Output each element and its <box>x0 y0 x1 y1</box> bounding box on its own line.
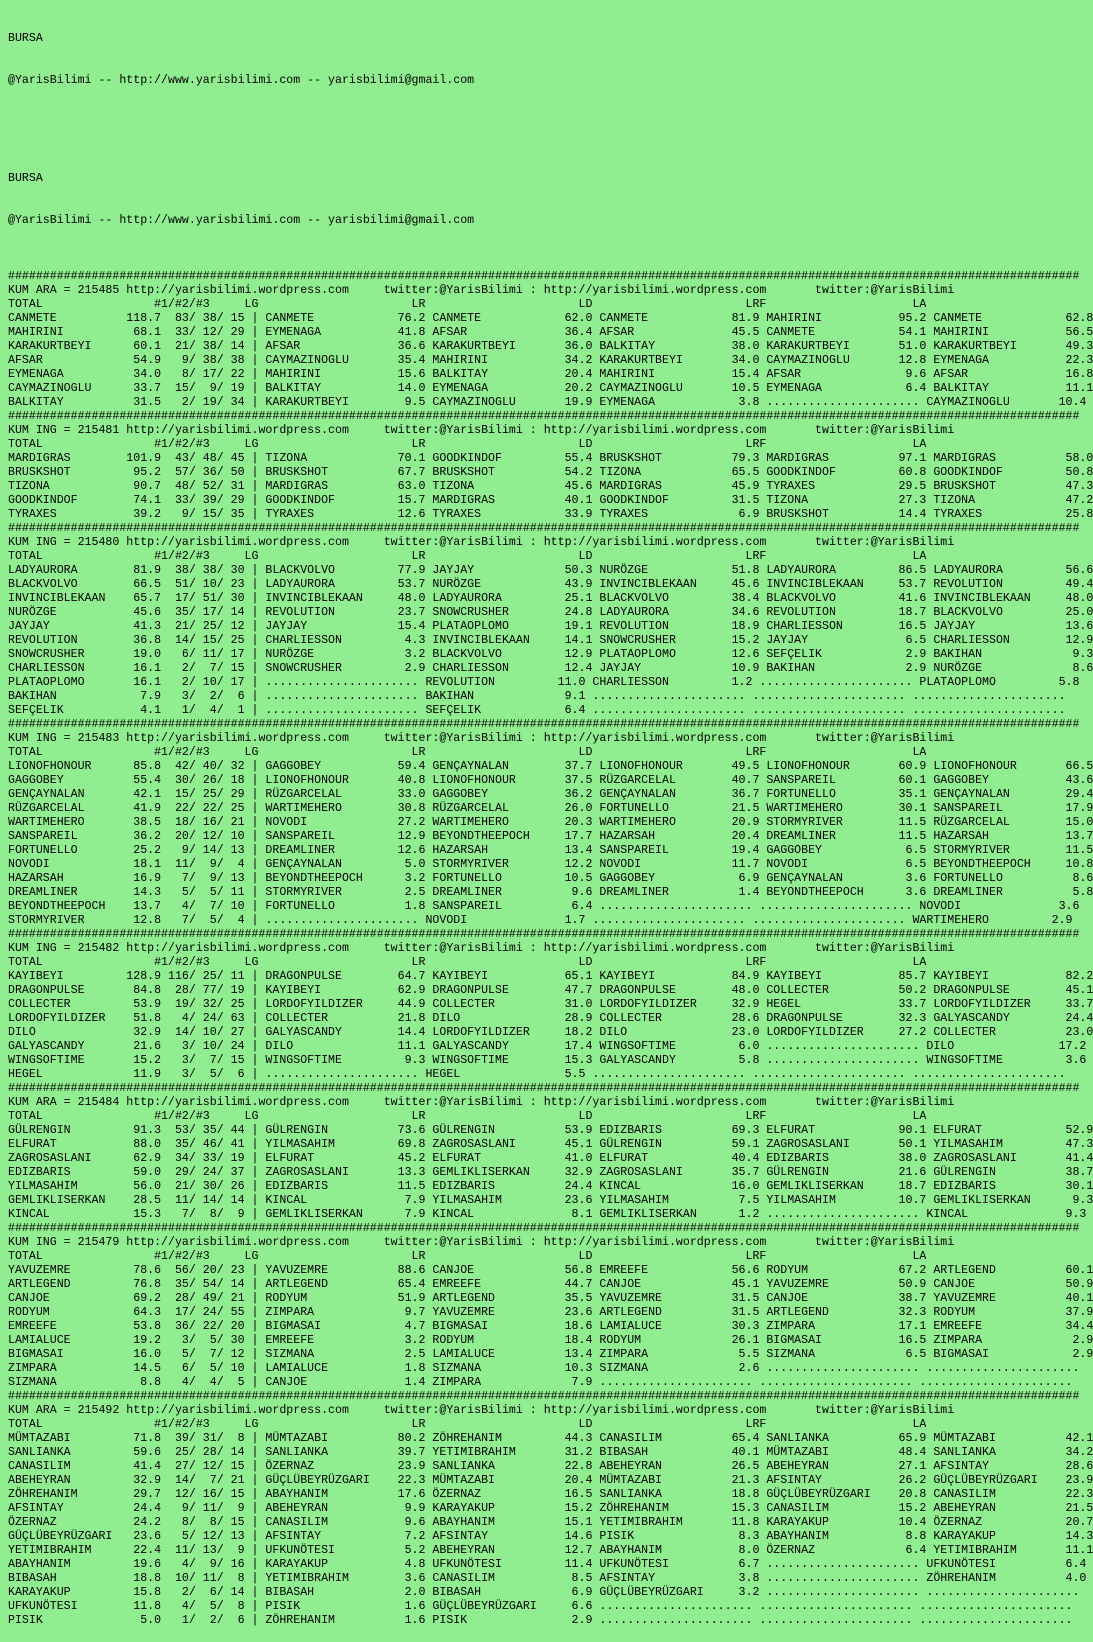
table-row: YILMASAHIM 56.0 21/ 30/ 26 | EDIZBARIS 11.5 EDIZBARIS 24.4 KINCAL 16.0 GEMLIKLISERKAN 18.7 EDIZBARIS 30.1 <box>8 1180 1093 1193</box>
separator-line: ########################################################################################################################################################## <box>8 270 1080 283</box>
column-header: TOTAL #1/#2/#3 LG LR LD LRF LA <box>8 1418 927 1431</box>
header2-city: BURSA <box>8 172 43 185</box>
table-row: LAMIALUCE 19.2 3/ 5/ 30 | EMREEFE 3.2 RODYUM 18.4 RODYUM 26.1 BIGMASAI 16.5 ZIMPARA 2.9 <box>8 1334 1093 1347</box>
column-header: TOTAL #1/#2/#3 LG LR LD LRF LA <box>8 746 927 759</box>
table-row: GENÇAYNALAN 42.1 15/ 25/ 29 | RÜZGARCELAL 33.0 GAGGOBEY 36.2 GENÇAYNALAN 36.7 FORTUNELLO 35.1 GENÇAYNALAN 29.4 <box>8 788 1093 801</box>
table-row: PLATAOPLOMO 16.1 2/ 10/ 17 | ...................... REVOLUTION 11.0 CHARLIESSON 1.2 ...................... PLATAOPLOMO 5.8 <box>8 676 1080 689</box>
table-row: AFSINTAY 24.4 9/ 11/ 9 | ABEHEYRAN 9.9 KARAYAKUP 15.2 ZÖHREHANIM 15.3 CANASILIM 15.2 ABEHEYRAN 21.5 <box>8 1502 1093 1515</box>
separator-line: ########################################################################################################################################################## <box>8 1082 1080 1095</box>
table-row: LADYAURORA 81.9 38/ 38/ 30 | BLACKVOLVO 77.9 JAYJAY 50.3 NURÖZGE 51.8 LADYAURORA 86.5 LADYAURORA 56.6 <box>8 564 1093 577</box>
table-row: EDIZBARIS 59.0 29/ 24/ 37 | ZAGROSASLANI 13.3 GEMLIKLISERKAN 32.9 ZAGROSASLANI 35.7 GÜLRENGIN 21.6 GÜLRENGIN 38.7 <box>8 1166 1093 1179</box>
separator-line: ########################################################################################################################################################## <box>8 1222 1080 1235</box>
table-row: TYRAXES 39.2 9/ 15/ 35 | TYRAXES 12.6 TYRAXES 33.9 TYRAXES 6.9 BRUSKSHOT 14.4 TYRAXES 25.8 <box>8 508 1093 521</box>
table-row: MARDIGRAS 101.9 43/ 48/ 45 | TIZONA 70.1 GOODKINDOF 55.4 BRUSKSHOT 79.3 MARDIGRAS 97.1 MARDIGRAS 58.0 <box>8 452 1093 465</box>
table-row: RÜZGARCELAL 41.9 22/ 22/ 25 | WARTIMEHERO 30.8 RÜZGARCELAL 26.0 FORTUNELLO 21.5 WARTIMEHERO 30.1 SANSPAREIL 17.9 <box>8 802 1093 815</box>
table-row: JAYJAY 41.3 21/ 25/ 12 | JAYJAY 15.4 PLATAOPLOMO 19.1 REVOLUTION 18.9 CHARLIESSON 16.5 JAYJAY 13.6 <box>8 620 1093 633</box>
table-row: ARTLEGEND 76.8 35/ 54/ 14 | ARTLEGEND 65.4 EMREEFE 44.7 CANJOE 45.1 YAVUZEMRE 50.9 CANJOE 50.9 <box>8 1278 1093 1291</box>
race-title: KUM ING = 215481 http://yarisbilimi.wordpress.com twitter:@YarisBilimi : http://yarisbilimi.wordpress.com twitter:@YarisBilimi <box>8 424 955 437</box>
race-block <box>8 1082 1093 1222</box>
table-row: WARTIMEHERO 38.5 18/ 16/ 21 | NOVODI 27.2 WARTIMEHERO 20.3 WARTIMEHERO 20.9 STORMYRIVER 11.5 RÜZGARCELAL 15.0 <box>8 816 1093 829</box>
table-row: MÜMTAZABI 71.8 39/ 31/ 8 | MÜMTAZABI 80.2 ZÖHREHANIM 44.3 CANASILIM 65.4 SANLIANKA 65.9 MÜMTAZABI 42.1 <box>8 1432 1093 1445</box>
table-row: LIONOFHONOUR 85.8 42/ 40/ 32 | GAGGOBEY 59.4 GENÇAYNALAN 37.7 LIONOFHONOUR 49.5 LIONOFHONOUR 60.9 LIONOFHONOUR 66.5 <box>8 760 1093 773</box>
header2-contact: @YarisBilimi -- http://www.yarisbilimi.com -- yarisbilimi@gmail.com <box>8 214 475 227</box>
table-row: GOODKINDOF 74.1 33/ 39/ 29 | GOODKINDOF 15.7 MARDIGRAS 40.1 GOODKINDOF 31.5 TIZONA 27.3 TIZONA 47.2 <box>8 494 1093 507</box>
table-row: KARAKURTBEYI 60.1 21/ 38/ 14 | AFSAR 36.6 KARAKURTBEYI 36.0 BALKITAY 38.0 KARAKURTBEYI 51.0 KARAKURTBEYI 49.3 <box>8 340 1093 353</box>
table-row: MAHIRINI 68.1 33/ 12/ 29 | EYMENAGA 41.8 AFSAR 36.4 AFSAR 45.5 CANMETE 54.1 MAHIRINI 56.5 <box>8 326 1093 339</box>
separator-line: ########################################################################################################################################################## <box>8 928 1080 941</box>
table-row: CAYMAZINOGLU 33.7 15/ 9/ 19 | BALKITAY 14.0 EYMENAGA 20.2 CAYMAZINOGLU 10.5 EYMENAGA 6.4 BALKITAY 11.1 <box>8 382 1093 395</box>
column-header: TOTAL #1/#2/#3 LG LR LD LRF LA <box>8 1110 927 1123</box>
separator-line: ########################################################################################################################################################## <box>8 522 1080 535</box>
table-row: SEFÇELIK 4.1 1/ 4/ 1 | ...................... SEFÇELIK 6.4 ...................... ...................... ...................... <box>8 704 1066 717</box>
table-row: GALYASCANDY 21.6 3/ 10/ 24 | DILO 11.1 GALYASCANDY 17.4 WINGSOFTIME 6.0 ...................... DILO 17.2 <box>8 1040 1087 1053</box>
table-row: ABAYHANIM 19.6 4/ 9/ 16 | KARAYAKUP 4.8 UFKUNÖTESI 11.4 UFKUNÖTESI 6.7 ...................... UFKUNÖTESI 6.4 <box>8 1558 1087 1571</box>
race-title: KUM ING = 215480 http://yarisbilimi.wordpress.com twitter:@YarisBilimi : http://yarisbilimi.wordpress.com twitter:@YarisBilimi <box>8 536 955 549</box>
race-block <box>8 718 1093 928</box>
table-row: ZÖHREHANIM 29.7 12/ 16/ 15 | ABAYHANIM 17.6 ÖZERNAZ 16.5 SANLIANKA 18.8 GÜÇLÜBEYRÜZGARI 20.8 CANASILIM 22.3 <box>8 1488 1093 1501</box>
table-row: NOVODI 18.1 11/ 9/ 4 | GENÇAYNALAN 5.0 STORMYRIVER 12.2 NOVODI 11.7 NOVODI 6.5 BEYONDTHEEPOCH 10.8 <box>8 858 1093 871</box>
table-row: GEMLIKLISERKAN 28.5 11/ 14/ 14 | KINCAL 7.9 YILMASAHIM 23.6 YILMASAHIM 7.5 YILMASAHIM 10.7 GEMLIKLISERKAN 9.3 <box>8 1194 1093 1207</box>
header-contact: @YarisBilimi -- http://www.yarisbilimi.com -- yarisbilimi@gmail.com <box>8 74 475 87</box>
column-header: TOTAL #1/#2/#3 LG LR LD LRF LA <box>8 298 927 311</box>
race-block <box>8 270 1093 410</box>
table-row: KARAYAKUP 15.8 2/ 6/ 14 | BIBASAH 2.0 BIBASAH 6.9 GÜÇLÜBEYRÜZGARI 3.2 ...................... ...................... <box>8 1586 1080 1599</box>
spacer <box>8 116 1073 144</box>
table-row: SIZMANA 8.8 4/ 4/ 5 | CANJOE 1.4 ZIMPARA 7.9 ...................... ...................... ...................... <box>8 1376 1073 1389</box>
spacer <box>8 256 1073 270</box>
table-row: BIGMASAI 16.0 5/ 7/ 12 | SIZMANA 2.5 LAMIALUCE 13.4 ZIMPARA 5.5 SIZMANA 6.5 BIGMASAI 2.9 <box>8 1348 1093 1361</box>
table-row: SNOWCRUSHER 19.0 6/ 11/ 17 | NURÖZGE 3.2 BLACKVOLVO 12.9 PLATAOPLOMO 12.6 SEFÇELIK 2.9 BAKIHAN 9.3 <box>8 648 1093 661</box>
table-row: GAGGOBEY 55.4 30/ 26/ 18 | LIONOFHONOUR 40.8 LIONOFHONOUR 37.5 RÜZGARCELAL 40.7 SANSPAREIL 60.1 GAGGOBEY 43.6 <box>8 774 1093 787</box>
column-header: TOTAL #1/#2/#3 LG LR LD LRF LA <box>8 438 927 451</box>
table-row: EYMENAGA 34.0 8/ 17/ 22 | MAHIRINI 15.6 BALKITAY 20.4 MAHIRINI 15.4 AFSAR 9.6 AFSAR 16.8 <box>8 368 1093 381</box>
column-header: TOTAL #1/#2/#3 LG LR LD LRF LA <box>8 1250 927 1263</box>
table-row: KINCAL 15.3 7/ 8/ 9 | GEMLIKLISERKAN 7.9 KINCAL 8.1 GEMLIKLISERKAN 1.2 ...................... KINCAL 9.3 <box>8 1208 1087 1221</box>
table-row: UFKUNÖTESI 11.8 4/ 5/ 8 | PISIK 1.6 GÜÇLÜBEYRÜZGARI 6.6 ...................... ...................... ...................... <box>8 1600 1073 1613</box>
table-row: CANJOE 69.2 28/ 49/ 21 | RODYUM 51.9 ARTLEGEND 35.5 YAVUZEMRE 31.5 CANJOE 38.7 YAVUZEMRE 40.1 <box>8 1292 1093 1305</box>
race-title: KUM ARA = 215484 http://yarisbilimi.wordpress.com twitter:@YarisBilimi : http://yarisbilimi.wordpress.com twitter:@YarisBilimi <box>8 1096 955 1109</box>
race-title: KUM ING = 215479 http://yarisbilimi.wordpress.com twitter:@YarisBilimi : http://yarisbilimi.wordpress.com twitter:@YarisBilimi <box>8 1236 955 1249</box>
table-row: DRAGONPULSE 84.8 28/ 77/ 19 | KAYIBEYI 62.9 DRAGONPULSE 47.7 DRAGONPULSE 48.0 COLLECTER 50.2 DRAGONPULSE 45.1 <box>8 984 1093 997</box>
race-block <box>8 522 1093 718</box>
table-row: RODYUM 64.3 17/ 24/ 55 | ZIMPARA 9.7 YAVUZEMRE 23.6 ARTLEGEND 31.5 ARTLEGEND 32.3 RODYUM 37.9 <box>8 1306 1093 1319</box>
race-block <box>8 928 1093 1082</box>
table-row: EMREEFE 53.8 36/ 22/ 20 | BIGMASAI 4.7 BIGMASAI 18.6 LAMIALUCE 30.3 ZIMPARA 17.1 EMREEFE 34.4 <box>8 1320 1093 1333</box>
table-row: YAVUZEMRE 78.6 56/ 20/ 23 | YAVUZEMRE 88.6 CANJOE 56.8 EMREEFE 56.6 RODYUM 67.2 ARTLEGEND 60.1 <box>8 1264 1093 1277</box>
table-row: BLACKVOLVO 66.5 51/ 10/ 23 | LADYAURORA 53.7 NURÖZGE 43.9 INVINCIBLEKAAN 45.6 INVINCIBLEKAAN 53.7 REVOLUTION 49.4 <box>8 578 1093 591</box>
race-block <box>8 1222 1093 1390</box>
table-row: SANSPAREIL 36.2 20/ 12/ 10 | SANSPAREIL 12.9 BEYONDTHEEPOCH 17.7 HAZARSAH 20.4 DREAMLINER 11.5 HAZARSAH 13.7 <box>8 830 1093 843</box>
table-row: YETIMIBRAHIM 22.4 11/ 13/ 9 | UFKUNÖTESI 5.2 ABEHEYRAN 12.7 ABAYHANIM 8.0 ÖZERNAZ 6.4 YETIMIBRAHIM 11.1 <box>8 1544 1093 1557</box>
table-row: WINGSOFTIME 15.2 3/ 7/ 15 | WINGSOFTIME 9.3 WINGSOFTIME 15.3 GALYASCANDY 5.8 ...................... WINGSOFTIME 3.6 <box>8 1054 1087 1067</box>
table-row: BIBASAH 18.8 10/ 11/ 8 | YETIMIBRAHIM 3.6 CANASILIM 8.5 AFSINTAY 3.8 ...................... ZÖHREHANIM 4.0 <box>8 1572 1087 1585</box>
race-block <box>8 410 1093 522</box>
race-title: KUM ING = 215482 http://yarisbilimi.wordpress.com twitter:@YarisBilimi : http://yarisbilimi.wordpress.com twitter:@YarisBilimi <box>8 942 955 955</box>
header-city: BURSA <box>8 32 43 45</box>
race-title: KUM ING = 215483 http://yarisbilimi.wordpress.com twitter:@YarisBilimi : http://yarisbilimi.wordpress.com twitter:@YarisBilimi <box>8 732 955 745</box>
table-row: REVOLUTION 36.8 14/ 15/ 25 | CHARLIESSON 4.3 INVINCIBLEKAAN 14.1 SNOWCRUSHER 15.2 JAYJAY 6.5 CHARLIESSON 12.9 <box>8 634 1093 647</box>
column-header: TOTAL #1/#2/#3 LG LR LD LRF LA <box>8 956 927 969</box>
table-row: KAYIBEYI 128.9 116/ 25/ 11 | DRAGONPULSE 64.7 KAYIBEYI 65.1 KAYIBEYI 84.9 KAYIBEYI 85.7 KAYIBEYI 82.2 <box>8 970 1093 983</box>
table-row: TIZONA 90.7 48/ 52/ 31 | MARDIGRAS 63.0 TIZONA 45.6 MARDIGRAS 45.9 TYRAXES 29.5 BRUSKSHOT 47.3 <box>8 480 1093 493</box>
table-row: BALKITAY 31.5 2/ 19/ 34 | KARAKURTBEYI 9.5 CAYMAZINOGLU 19.9 EYMENAGA 3.8 ...................... CAYMAZINOGLU 10.4 <box>8 396 1087 409</box>
table-row: NURÖZGE 45.6 35/ 17/ 14 | REVOLUTION 23.7 SNOWCRUSHER 24.8 LADYAURORA 34.6 REVOLUTION 18.7 BLACKVOLVO 25.0 <box>8 606 1093 619</box>
table-row: ABEHEYRAN 32.9 14/ 7/ 21 | GÜÇLÜBEYRÜZGARI 22.3 MÜMTAZABI 20.4 MÜMTAZABI 21.3 AFSINTAY 26.2 GÜÇLÜBEYRÜZGARI 23.9 <box>8 1474 1093 1487</box>
table-row: INVINCIBLEKAAN 65.7 17/ 51/ 30 | INVINCIBLEKAAN 48.0 LADYAURORA 25.1 BLACKVOLVO 38.4 BLACKVOLVO 41.6 INVINCIBLEKAAN 48.0 <box>8 592 1093 605</box>
table-row: COLLECTER 53.9 19/ 32/ 25 | LORDOFYILDIZER 44.9 COLLECTER 31.0 LORDOFYILDIZER 32.9 HEGEL 33.7 LORDOFYILDIZER 33.7 <box>8 998 1093 1011</box>
race-block <box>8 1390 1093 1628</box>
table-row: LORDOFYILDIZER 51.8 4/ 24/ 63 | COLLECTER 21.8 DILO 28.9 COLLECTER 28.6 DRAGONPULSE 32.3 GALYASCANDY 24.4 <box>8 1012 1093 1025</box>
table-row: DILO 32.9 14/ 10/ 27 | GALYASCANDY 14.4 LORDOFYILDIZER 18.2 DILO 23.0 LORDOFYILDIZER 27.2 COLLECTER 23.0 <box>8 1026 1093 1039</box>
table-row: FORTUNELLO 25.2 9/ 14/ 13 | DREAMLINER 12.6 HAZARSAH 13.4 SANSPAREIL 19.4 GAGGOBEY 6.5 STORMYRIVER 11.5 <box>8 844 1093 857</box>
table-row: GÜÇLÜBEYRÜZGARI 23.6 5/ 12/ 13 | AFSINTAY 7.2 AFSINTAY 14.6 PISIK 8.3 ABAYHANIM 8.8 KARAYAKUP 14.3 <box>8 1530 1093 1543</box>
separator-line: ########################################################################################################################################################## <box>8 410 1080 423</box>
race-title: KUM ARA = 215485 http://yarisbilimi.wordpress.com twitter:@YarisBilimi : http://yarisbilimi.wordpress.com twitter:@YarisBilimi <box>8 284 955 297</box>
table-row: ZIMPARA 14.5 6/ 5/ 10 | LAMIALUCE 1.8 SIZMANA 10.3 SIZMANA 2.6 ...................... ...................... <box>8 1362 1080 1375</box>
table-row: HAZARSAH 16.9 7/ 9/ 13 | BEYONDTHEEPOCH 3.2 FORTUNELLO 10.5 GAGGOBEY 6.9 GENÇAYNALAN 3.6 FORTUNELLO 8.6 <box>8 872 1093 885</box>
table-row: ZAGROSASLANI 62.9 34/ 33/ 19 | ELFURAT 45.2 ELFURAT 41.0 ELFURAT 40.4 EDIZBARIS 38.0 ZAGROSASLANI 41.4 <box>8 1152 1093 1165</box>
table-row: AFSAR 54.9 9/ 38/ 38 | CAYMAZINOGLU 35.4 MAHIRINI 34.2 KARAKURTBEYI 34.0 CAYMAZINOGLU 12.8 EYMENAGA 22.3 <box>8 354 1093 367</box>
race-title: KUM ARA = 215492 http://yarisbilimi.wordpress.com twitter:@YarisBilimi : http://yarisbilimi.wordpress.com twitter:@YarisBilimi <box>8 1404 955 1417</box>
table-row: ELFURAT 88.0 35/ 46/ 41 | YILMASAHIM 69.8 ZAGROSASLANI 45.1 GÜLRENGIN 59.1 ZAGROSASLANI 50.1 YILMASAHIM 47.3 <box>8 1138 1093 1151</box>
table-row: SANLIANKA 59.6 25/ 28/ 14 | SANLIANKA 39.7 YETIMIBRAHIM 31.2 BIBASAH 40.1 MÜMTAZABI 48.4 SANLIANKA 34.2 <box>8 1446 1093 1459</box>
separator-line: ########################################################################################################################################################## <box>8 1390 1080 1403</box>
separator-line: ########################################################################################################################################################## <box>8 718 1080 731</box>
table-row: PISIK 5.0 1/ 2/ 6 | ZÖHREHANIM 1.6 PISIK 2.9 ...................... ...................... ...................... <box>8 1614 1073 1627</box>
table-row: DREAMLINER 14.3 5/ 5/ 11 | STORMYRIVER 2.5 DREAMLINER 9.6 DREAMLINER 1.4 BEYONDTHEEPOCH 3.6 DREAMLINER 5.8 <box>8 886 1093 899</box>
column-header: TOTAL #1/#2/#3 LG LR LD LRF LA <box>8 550 927 563</box>
table-row: BEYONDTHEEPOCH 13.7 4/ 7/ 10 | FORTUNELLO 1.8 SANSPAREIL 6.4 ...................... ...................... NOVODI 3.6 <box>8 900 1080 913</box>
race-blocks <box>8 256 1093 1628</box>
table-row: CANMETE 118.7 83/ 38/ 15 | CANMETE 76.2 CANMETE 62.0 CANMETE 81.9 MAHIRINI 95.2 CANMETE 62.8 <box>8 312 1093 325</box>
table-row: CANASILIM 41.4 27/ 12/ 15 | ÖZERNAZ 23.9 SANLIANKA 22.8 ABEHEYRAN 26.5 ABEHEYRAN 27.1 AFSINTAY 28.6 <box>8 1460 1093 1473</box>
table-row: ÖZERNAZ 24.2 8/ 8/ 15 | CANASILIM 9.6 ABAYHANIM 15.1 YETIMIBRAHIM 11.8 KARAYAKUP 10.4 ÖZERNAZ 20.7 <box>8 1516 1093 1529</box>
table-row: GÜLRENGIN 91.3 53/ 35/ 44 | GÜLRENGIN 73.6 GÜLRENGIN 53.9 EDIZBARIS 69.3 ELFURAT 90.1 ELFURAT 52.9 <box>8 1124 1093 1137</box>
table-row: STORMYRIVER 12.8 7/ 5/ 4 | ...................... NOVODI 1.7 ...................... ...................... WARTIMEHERO 2.9 <box>8 914 1073 927</box>
table-row: HEGEL 11.9 3/ 5/ 6 | ...................... HEGEL 5.5 ...................... ...................... ...................... <box>8 1068 1066 1081</box>
table-row: BAKIHAN 7.9 3/ 2/ 6 | ...................... BAKIHAN 9.1 ...................... ...................... ...................... <box>8 690 1066 703</box>
table-row: CHARLIESSON 16.1 2/ 7/ 15 | SNOWCRUSHER 2.9 CHARLIESSON 12.4 JAYJAY 10.9 BAKIHAN 2.9 NURÖZGE 8.6 <box>8 662 1093 675</box>
table-row: BRUSKSHOT 95.2 57/ 36/ 50 | BRUSKSHOT 67.7 BRUSKSHOT 54.2 TIZONA 65.5 GOODKINDOF 60.8 GOODKINDOF 50.8 <box>8 466 1093 479</box>
